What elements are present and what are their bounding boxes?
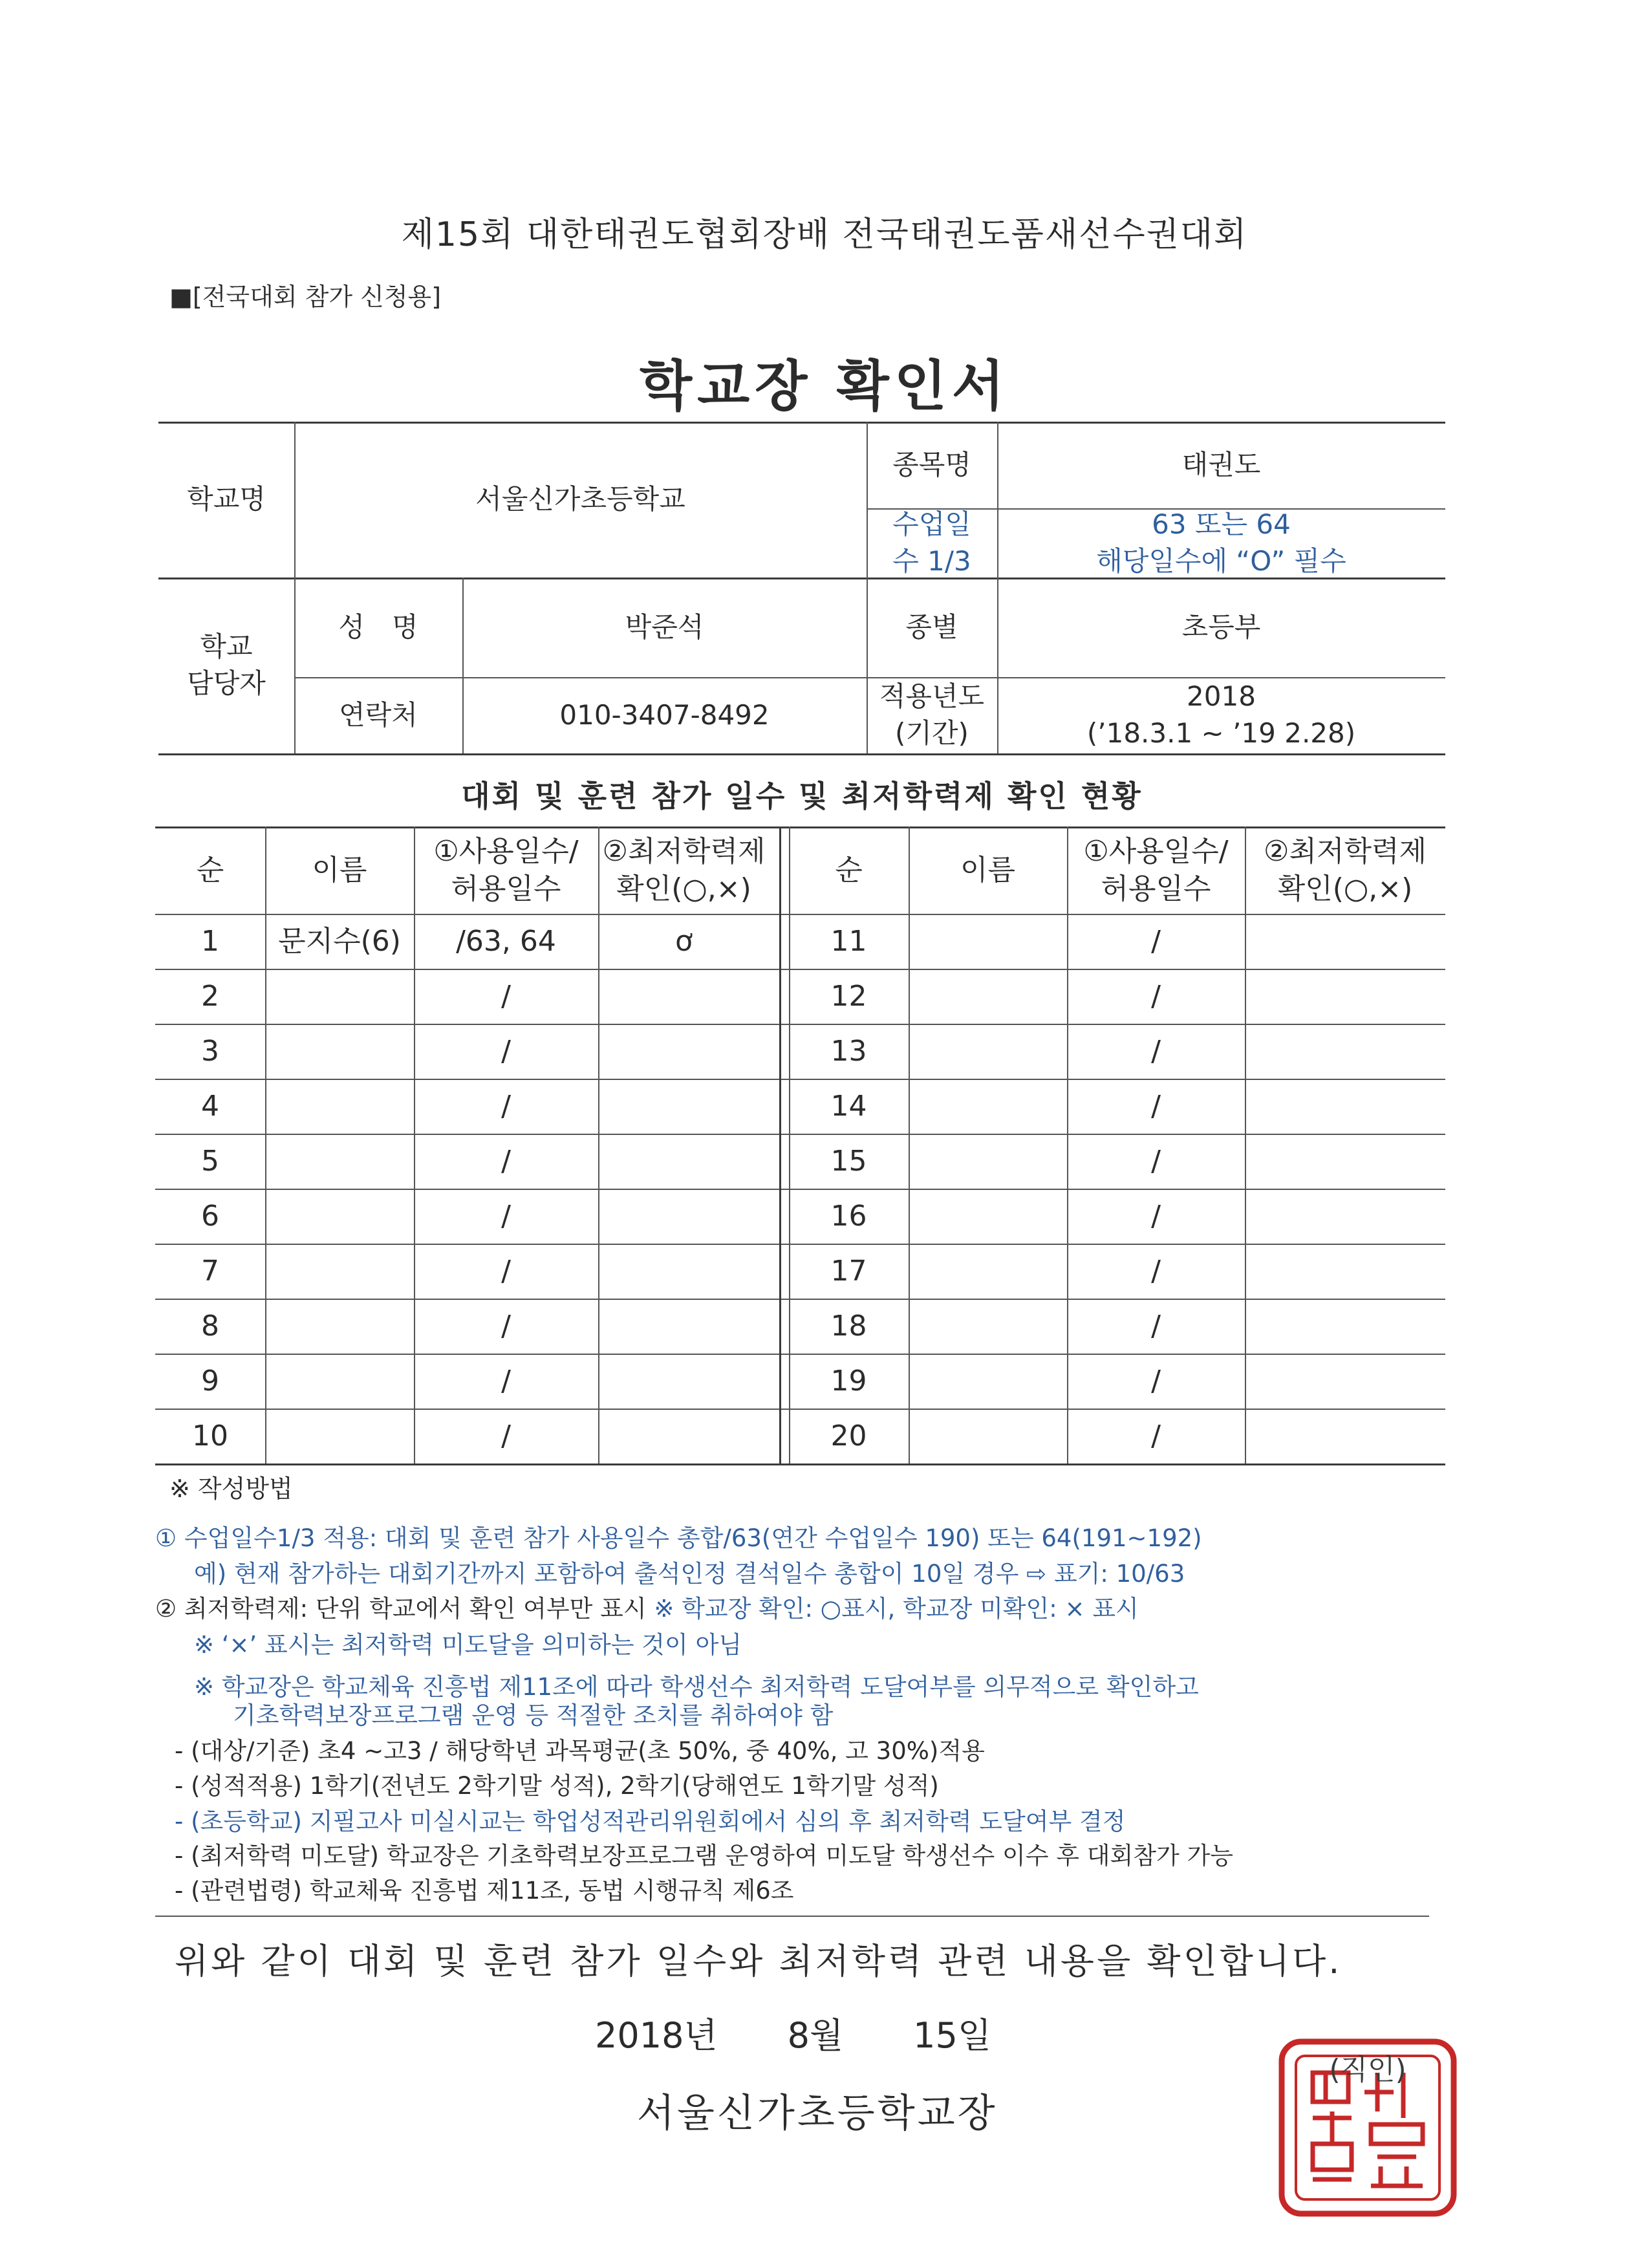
staff-label: 학교 담당자 xyxy=(187,631,266,699)
cell-check: ơ xyxy=(675,924,693,958)
period-label-line1: 적용년도 xyxy=(879,680,985,713)
cell-name-2 xyxy=(909,969,1067,1024)
cell-name xyxy=(265,969,414,1024)
header-check xyxy=(598,826,770,914)
cell-name-2 xyxy=(909,1299,1067,1354)
status-table-header-rule xyxy=(155,914,1445,915)
official-seal-icon xyxy=(1274,2034,1461,2221)
cell-name xyxy=(265,1244,414,1299)
seal-text: (직인) xyxy=(1329,2053,1406,2086)
cell-no: 1 xyxy=(201,924,219,958)
school-days-value-line2: 해당일수에 “O” 필수 xyxy=(1096,545,1346,577)
cell-check xyxy=(598,969,770,1024)
status-table-row-rule xyxy=(155,1134,1445,1135)
cell-check-2 xyxy=(1245,1244,1445,1299)
cell-days: / xyxy=(501,1034,511,1068)
instruction-line-10: - (최저학력 미도달) 학교장은 기초학력보장프로그램 운영하여 미도달 학생선수 이수 후 대회참가 가능 xyxy=(175,1842,1234,1870)
cell-days: / xyxy=(501,1309,511,1343)
header-check-line1: ②최저학력제 xyxy=(602,835,766,869)
instruction-line-11: - (관련법령) 학교체육 진흥법 제11조, 동법 시행규칙 제6조 xyxy=(175,1877,794,1905)
cell-check-2 xyxy=(1245,1189,1445,1244)
header-no: 순 xyxy=(196,853,224,887)
status-table-row-rule xyxy=(155,1024,1445,1025)
header-days xyxy=(414,826,598,914)
division-label: 종별 xyxy=(905,610,958,643)
status-table-center-divider xyxy=(779,826,781,1463)
header-check-2-line1: ②최저학력제 xyxy=(1264,835,1427,869)
cell-days: / xyxy=(501,1089,511,1123)
status-table-divider xyxy=(789,826,790,1463)
instruction-line-9: - (초등학교) 지필고사 미실시교는 학업성적관리위원회에서 심의 후 최저학력 도달여부 결정 xyxy=(175,1808,1126,1835)
cell-name xyxy=(265,1134,414,1189)
cell-no-2: 11 xyxy=(830,924,867,958)
cell-days-2: / xyxy=(1151,1254,1161,1288)
school-days-value xyxy=(997,508,1445,578)
cell-name-2 xyxy=(909,1189,1067,1244)
cell-days-2: / xyxy=(1151,1364,1161,1398)
header-no-2: 순 xyxy=(835,853,863,887)
cell-check-2 xyxy=(1245,1409,1445,1463)
cell-days-2: / xyxy=(1151,1199,1161,1233)
cell-no: 4 xyxy=(201,1089,219,1123)
cell-name xyxy=(265,1354,414,1409)
cell-name xyxy=(265,1189,414,1244)
instruction-line-3-b: ※ 학교장 확인: ○표시, 학교장 미확인: × 표시 xyxy=(654,1595,1139,1623)
cell-no-2: 20 xyxy=(830,1419,867,1453)
cell-check-2 xyxy=(1245,1354,1445,1409)
cell-check xyxy=(598,1079,770,1134)
info-table-bottom-rule xyxy=(158,753,1445,755)
cell-name xyxy=(265,1079,414,1134)
principal-name: 서울신가초등학교장 xyxy=(637,2091,998,2136)
cell-days-2: / xyxy=(1151,1309,1161,1343)
instruction-line-2: 예) 현재 참가하는 대회기간까지 포함하여 출석인정 결석일수 총합이 10일 경우 ⇨ 표기: 10/63 xyxy=(194,1560,1185,1588)
cell-name-2 xyxy=(909,914,1067,969)
cell-days: / xyxy=(501,1144,511,1178)
cell-no-2: 12 xyxy=(830,979,867,1013)
instruction-line-1: ① 수업일수1/3 적용: 대회 및 훈련 참가 사용일수 총합/63(연간 수업일수 190) 또는 64(191~192) xyxy=(155,1524,1202,1552)
cell-name-2 xyxy=(909,1354,1067,1409)
school-name-label: 학교명 xyxy=(187,483,266,515)
cell-check xyxy=(598,1024,770,1079)
cell-check-2 xyxy=(1245,1299,1445,1354)
status-table-divider xyxy=(265,826,266,1463)
status-table-row-rule xyxy=(155,1189,1445,1190)
instruction-line-3-a: ② 최저학력제: 단위 학교에서 확인 여부만 표시 xyxy=(155,1595,654,1623)
cell-check-2 xyxy=(1245,1079,1445,1134)
status-table-row-rule xyxy=(155,1079,1445,1080)
division-value: 초등부 xyxy=(1181,610,1261,643)
header-name: 이름 xyxy=(312,853,367,887)
period-label-line2: (기간) xyxy=(895,717,969,749)
cell-days: /63, 64 xyxy=(456,924,556,958)
cell-check xyxy=(598,1299,770,1354)
document-title: 학교장 확인서 xyxy=(639,354,1010,418)
header-check-line2: 확인(○,×) xyxy=(616,872,751,905)
cell-no: 5 xyxy=(201,1144,219,1178)
instruction-line-6: 기초학력보장프로그램 운영 등 적절한 조치를 취하여야 함 xyxy=(233,1701,834,1729)
cell-days: / xyxy=(501,1199,511,1233)
cell-no: 2 xyxy=(201,979,219,1013)
header-check-2-line2: 확인(○,×) xyxy=(1277,872,1413,905)
date-line: 2018년 8월 15일 xyxy=(595,2015,991,2056)
header-check-2 xyxy=(1245,826,1445,914)
cell-check xyxy=(598,1409,770,1463)
header-days-2 xyxy=(1067,826,1245,914)
status-table-row-rule xyxy=(155,1409,1445,1410)
cell-no: 3 xyxy=(201,1034,219,1068)
school-days-value-line1: 63 또는 64 xyxy=(1152,508,1291,540)
cell-no: 7 xyxy=(201,1254,219,1288)
school-name-value: 서울신가초등학교 xyxy=(475,483,685,515)
cell-days-2: / xyxy=(1151,1144,1161,1178)
status-table-divider xyxy=(598,826,599,1463)
instructions-rule xyxy=(155,1916,1429,1917)
cell-days-2: / xyxy=(1151,1034,1161,1068)
cell-days-2: / xyxy=(1151,979,1161,1013)
sport-label: 종목명 xyxy=(892,448,971,481)
instruction-line-8: - (성적적용) 1학기(전년도 2학기말 성적), 2학기(당해연도 1학기말 성적) xyxy=(175,1772,939,1800)
cell-no: 8 xyxy=(201,1309,219,1343)
cell-name xyxy=(265,1409,414,1463)
cell-no: 6 xyxy=(201,1199,219,1233)
cell-name xyxy=(265,1299,414,1354)
cell-days: / xyxy=(501,1254,511,1288)
cell-days-2: / xyxy=(1151,1419,1161,1453)
cell-name: 문지수(6) xyxy=(278,924,401,958)
cell-no-2: 13 xyxy=(830,1034,867,1068)
cell-check xyxy=(598,1354,770,1409)
status-table-divider xyxy=(1067,826,1068,1463)
status-table-divider xyxy=(1245,826,1246,1463)
seal-glyph-left xyxy=(1313,2073,1352,2179)
cell-check-2 xyxy=(1245,1134,1445,1189)
cell-days-2: / xyxy=(1151,924,1161,958)
cell-days: / xyxy=(501,1419,511,1453)
status-table-row-rule xyxy=(155,1354,1445,1355)
name-value: 박준석 xyxy=(625,610,704,643)
cell-no-2: 19 xyxy=(830,1364,867,1398)
cell-name xyxy=(265,1024,414,1079)
sport-value: 태권도 xyxy=(1181,448,1261,481)
instruction-line-5: ※ 학교장은 학교체육 진흥법 제11조에 따라 학생선수 최저학력 도달여부를 의무적으로 확인하고 xyxy=(194,1673,1199,1701)
cell-no-2: 18 xyxy=(830,1309,867,1343)
header-days-2-line1: ①사용일수/ xyxy=(1083,835,1229,869)
cell-check xyxy=(598,1189,770,1244)
period-value-line1: 2018 xyxy=(1187,680,1256,713)
cell-check xyxy=(598,1134,770,1189)
status-table-row-rule xyxy=(155,1244,1445,1245)
event-title: 제15회 대한태권도협회장배 전국태권도품새선수권대회 xyxy=(401,215,1248,254)
period-value-line2: (’18.3.1 ~ ’19 2.28) xyxy=(1086,717,1356,749)
school-days-label: 수업일수 1/3 xyxy=(892,508,971,577)
cell-no: 9 xyxy=(201,1364,219,1398)
cell-no-2: 15 xyxy=(830,1144,867,1178)
cell-no: 10 xyxy=(192,1419,228,1453)
cell-name-2 xyxy=(909,1024,1067,1079)
instruction-line-3 xyxy=(155,1595,1139,1623)
contact-value: 010-3407-8492 xyxy=(559,698,770,731)
confirm-statement: 위와 같이 대회 및 훈련 참가 일수와 최저학력 관련 내용을 확인합니다. xyxy=(175,1941,1342,1982)
cell-days-2: / xyxy=(1151,1089,1161,1123)
status-table-row-rule xyxy=(155,969,1445,970)
cell-check-2 xyxy=(1245,914,1445,969)
cell-name-2 xyxy=(909,1079,1067,1134)
cell-name-2 xyxy=(909,1134,1067,1189)
cell-no-2: 14 xyxy=(830,1089,867,1123)
status-table-divider xyxy=(414,826,415,1463)
period-value xyxy=(997,677,1445,753)
cell-no-2: 17 xyxy=(830,1254,867,1288)
status-table-row-rule xyxy=(155,1463,1445,1465)
header-days-line1: ①사용일수/ xyxy=(433,835,579,869)
status-table-divider xyxy=(909,826,910,1463)
cell-check xyxy=(598,1244,770,1299)
cell-check-2 xyxy=(1245,969,1445,1024)
status-table-row-rule xyxy=(155,1299,1445,1300)
cell-name-2 xyxy=(909,1244,1067,1299)
instructions-heading: ※ 작성방법 xyxy=(169,1474,293,1503)
usage-note: ■[전국대회 참가 신청용] xyxy=(169,283,442,311)
status-section-title: 대회 및 훈련 참가 일수 및 최저학력제 확인 현황 xyxy=(461,779,1143,814)
cell-check-2 xyxy=(1245,1024,1445,1079)
cell-days: / xyxy=(501,1364,511,1398)
cell-days: / xyxy=(501,979,511,1013)
status-table-top-rule xyxy=(155,826,1445,828)
name-label: 성 명 xyxy=(338,610,418,643)
cell-name-2 xyxy=(909,1409,1067,1463)
header-name-2: 이름 xyxy=(960,853,1015,887)
cell-no-2: 16 xyxy=(830,1199,867,1233)
header-days-2-line2: 허용일수 xyxy=(1101,872,1211,905)
instruction-line-4: ※ ‘×’ 표시는 최저학력 미도달을 의미하는 것이 아님 xyxy=(194,1631,742,1659)
period-label xyxy=(867,677,997,753)
seal-glyph-right xyxy=(1364,2073,1423,2186)
contact-label: 연락처 xyxy=(339,698,418,731)
instruction-line-7: - (대상/기준) 초4 ~고3 / 해당학년 과목평균(초 50%, 중 40%, 고 30%)적용 xyxy=(175,1737,985,1765)
header-days-line2: 허용일수 xyxy=(451,872,561,905)
